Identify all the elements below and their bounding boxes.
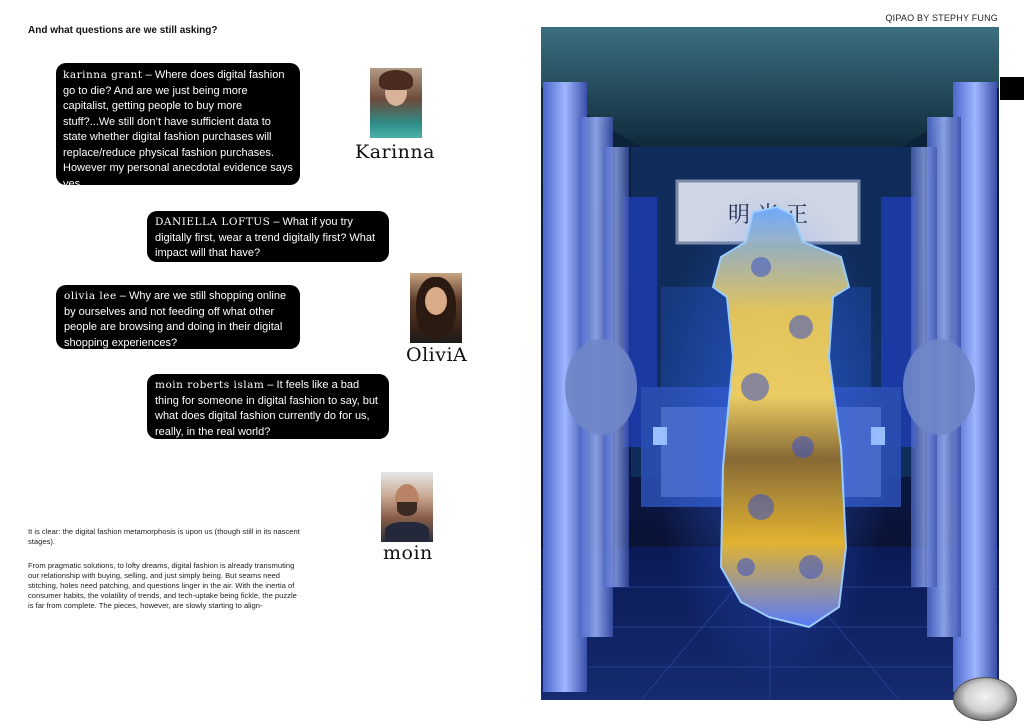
- qipao-hero-image: [541, 27, 999, 700]
- quote-author: karinna grant: [63, 69, 143, 81]
- quote-author: olivia lee: [64, 290, 117, 302]
- quote-bubble-daniella: [147, 211, 389, 262]
- quote-separator: –: [270, 216, 283, 228]
- quote-bubble-olivia: [56, 285, 300, 349]
- quote-separator: –: [142, 69, 155, 81]
- olivia-portrait: [410, 273, 462, 343]
- moin-name-label: moin: [383, 542, 433, 564]
- quote-separator: –: [264, 379, 277, 391]
- image-credit: QIPAO BY STEPHY FUNG: [885, 13, 998, 23]
- olivia-name-label: OliviA: [406, 344, 468, 366]
- quote-text: Where does digital fashion go to die? And are we just being more capitalist, getting people to buy more stuff?...We still don’t have sufficient data to state whether digital fashion purchases will replace/reduce physical fashion purchases. However my personal anecdotal evidence says yes.: [63, 69, 293, 190]
- corner-badge-logo: [953, 677, 1017, 721]
- body-paragraph-2: From pragmatic solutions, to lofty dreams, digital fashion is already transmuting our relationship with buying, selling, and just simply being. But seams need stitching, holes need patching, and questions linger in the air. With the inertia of consumer habits, the volatility of trends, and tech-uptake being fickle, the puzzle is far from complete. The pieces, however, are slowly starting to align-: [28, 561, 297, 610]
- quote-author: DANIELLA LOFTUS: [155, 216, 271, 228]
- page-edge-tab: [1000, 77, 1024, 100]
- karinna-name-label: Karinna: [355, 141, 435, 163]
- quote-text: Why are we still shopping online by ourselves and not feeding off what other people are browsing and doing in their digital shopping experiences?: [64, 290, 287, 349]
- moin-portrait: [381, 472, 433, 542]
- section-heading: And what questions are we still asking?: [28, 25, 218, 36]
- quote-bubble-karinna: [56, 63, 300, 190]
- karinna-portrait: [370, 68, 422, 138]
- quote-bubble-moin: [147, 374, 389, 439]
- quote-author: moin roberts islam: [155, 379, 265, 391]
- quote-separator: –: [116, 290, 129, 302]
- quote-text: It feels like a bad thing for someone in digital fashion to say, but what does digital fashion currently do for us, really, in the real world?: [155, 379, 378, 438]
- qipao-scene-illustration: [541, 27, 999, 700]
- quote-text: What if you try digitally first, wear a trend digitally first? What impact will that have?: [155, 216, 376, 259]
- body-paragraph-1: It is clear: the digital fashion metamorphosis is upon us (though still in its nascent stages).: [28, 527, 300, 546]
